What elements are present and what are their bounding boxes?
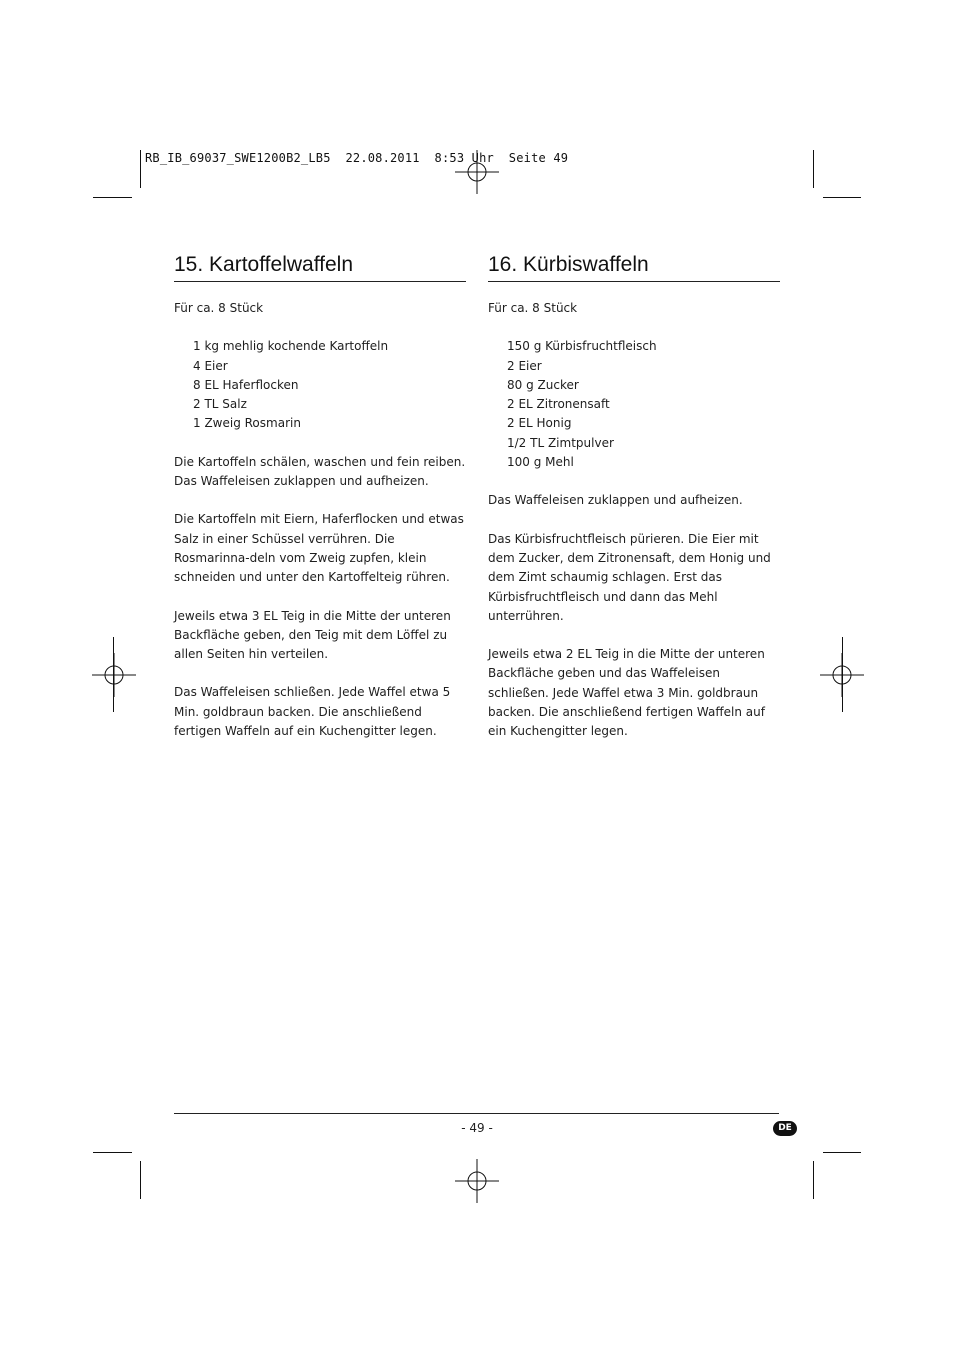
ingredient-item: 80 g Zucker [507, 377, 579, 392]
crop-mark [813, 1161, 814, 1199]
ingredient-item: 2 TL Salz [193, 397, 247, 412]
instruction-paragraph: Das Waffeleisen schließen. Jede Waffel etwa 5 Min. goldbraun backen. Die anschließend fertigen Waffeln auf ein Kuchengitter legen. [174, 685, 451, 739]
recipe-yield: Für ca. 8 Stück [174, 301, 264, 315]
registration-mark-icon [455, 1159, 499, 1203]
page-number: - 49 - [461, 1121, 493, 1135]
language-badge: DE [773, 1121, 797, 1136]
crop-mark [140, 150, 141, 188]
ingredient-list [174, 337, 466, 433]
instruction-paragraph: Das Waffeleisen zuklappen und aufheizen. [488, 493, 743, 508]
ingredient-item: 2 EL Honig [507, 416, 572, 431]
ingredient-item: 1/2 TL Zimtpulver [507, 435, 614, 450]
ingredient-list [488, 337, 780, 472]
ingredient-item: 150 g Kürbisfruchtfleisch [507, 339, 657, 354]
ingredient-item: 4 Eier [193, 358, 228, 373]
recipe-kuerbiswaffeln [488, 253, 780, 761]
print-slug: RB_IB_69037_SWE1200B2_LB5 22.08.2011 8:53 Uhr Seite 49 [145, 151, 569, 165]
crop-mark [140, 1161, 141, 1199]
instruction-paragraph: Jeweils etwa 3 EL Teig in die Mitte der unteren Backfläche geben, den Teig mit dem Löffel zu allen Seiten hin verteilen. [174, 608, 451, 662]
ingredient-item: 1 kg mehlig kochende Kartoffeln [193, 339, 389, 354]
footer-rule [174, 1113, 779, 1114]
ingredient-item: 2 Eier [507, 358, 542, 373]
recipe-title: 15. Kartoffelwaffeln [174, 253, 466, 282]
crop-mark [842, 637, 843, 712]
crop-mark [93, 197, 132, 198]
crop-mark [813, 150, 814, 188]
recipe-yield: Für ca. 8 Stück [488, 301, 578, 315]
instruction-paragraph: Die Kartoffeln schälen, waschen und fein reiben. Das Waffeleisen zuklappen und aufheizen. [174, 454, 466, 489]
crop-mark [113, 637, 114, 712]
recipe-title: 16. Kürbiswaffeln [488, 253, 780, 282]
crop-mark [823, 1152, 861, 1153]
crop-mark [93, 1152, 132, 1153]
ingredient-item: 100 g Mehl [507, 455, 574, 470]
ingredient-item: 2 EL Zitronensaft [507, 397, 610, 412]
registration-mark-icon [92, 653, 136, 697]
ingredient-item: 8 EL Haferflocken [193, 377, 299, 392]
ingredient-item: 1 Zweig Rosmarin [193, 416, 301, 431]
crop-mark [823, 197, 861, 198]
instruction-paragraph: Das Kürbisfruchtfleisch pürieren. Die Eier mit dem Zucker, dem Zitronensaft, dem Honig und dem Zimt schaumig schlagen. Erst das Kürbisfruchtfleisch und dann das Mehl unterrühren. [488, 531, 771, 623]
instruction-paragraph: Jeweils etwa 2 EL Teig in die Mitte der unteren Backfläche geben und das Waffeleisen schließen. Jede Waffel etwa 3 Min. goldbraun backen. Die anschließend fertigen Waffeln auf ein Kuchengitter legen. [488, 647, 765, 739]
recipe-kartoffelwaffeln [174, 253, 466, 760]
registration-mark-icon [455, 150, 499, 194]
instruction-paragraph: Die Kartoffeln mit Eiern, Haferflocken und etwas Salz in einer Schüssel verrühren. Die Rosmarinna-deln vom Zweig zupfen, klein schneiden und unter den Kartoffelteig rühren. [174, 512, 464, 585]
